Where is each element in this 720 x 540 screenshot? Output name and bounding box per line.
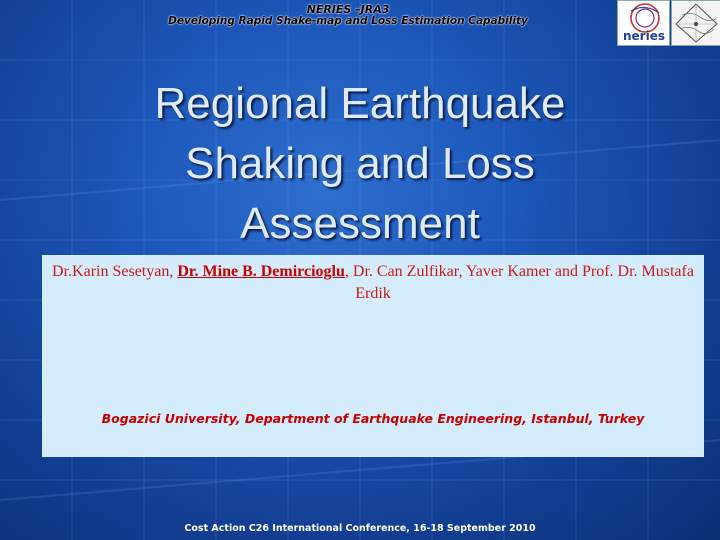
header-subtitle: Developing Rapid Shake-map and Loss Estimation Capability — [168, 15, 528, 27]
authors-text — [52, 261, 694, 305]
affiliation: Bogazici University, Department of Earthquake Engineering, Istanbul, Turkey — [101, 411, 645, 426]
map-icon — [672, 1, 720, 45]
title-line-3: Assessment — [240, 199, 480, 248]
footer-conference: Cost Action C26 International Conference, 16-18 September 2010 — [184, 523, 536, 534]
author-first: Dr.Karin Sesetyan, — [52, 263, 178, 280]
author-presenting: Dr. Mine B. Demircioglu — [177, 263, 345, 280]
author-rest: , Dr. Can Zulfikar, Yaver Kamer and Prof. Dr. Mustafa Erdik — [344, 263, 694, 302]
neries-logo-icon — [618, 1, 669, 45]
authors-box — [42, 255, 704, 457]
title-line-2: Shaking and Loss — [185, 139, 535, 188]
svg-text:neries: neries — [623, 29, 665, 43]
slide-title — [80, 74, 640, 254]
seismic-map-logo — [671, 0, 720, 46]
header-project: NERIES –JRA3 — [306, 3, 390, 16]
title-line-1: Regional Earthquake — [154, 79, 566, 128]
neries-logo — [617, 0, 670, 46]
